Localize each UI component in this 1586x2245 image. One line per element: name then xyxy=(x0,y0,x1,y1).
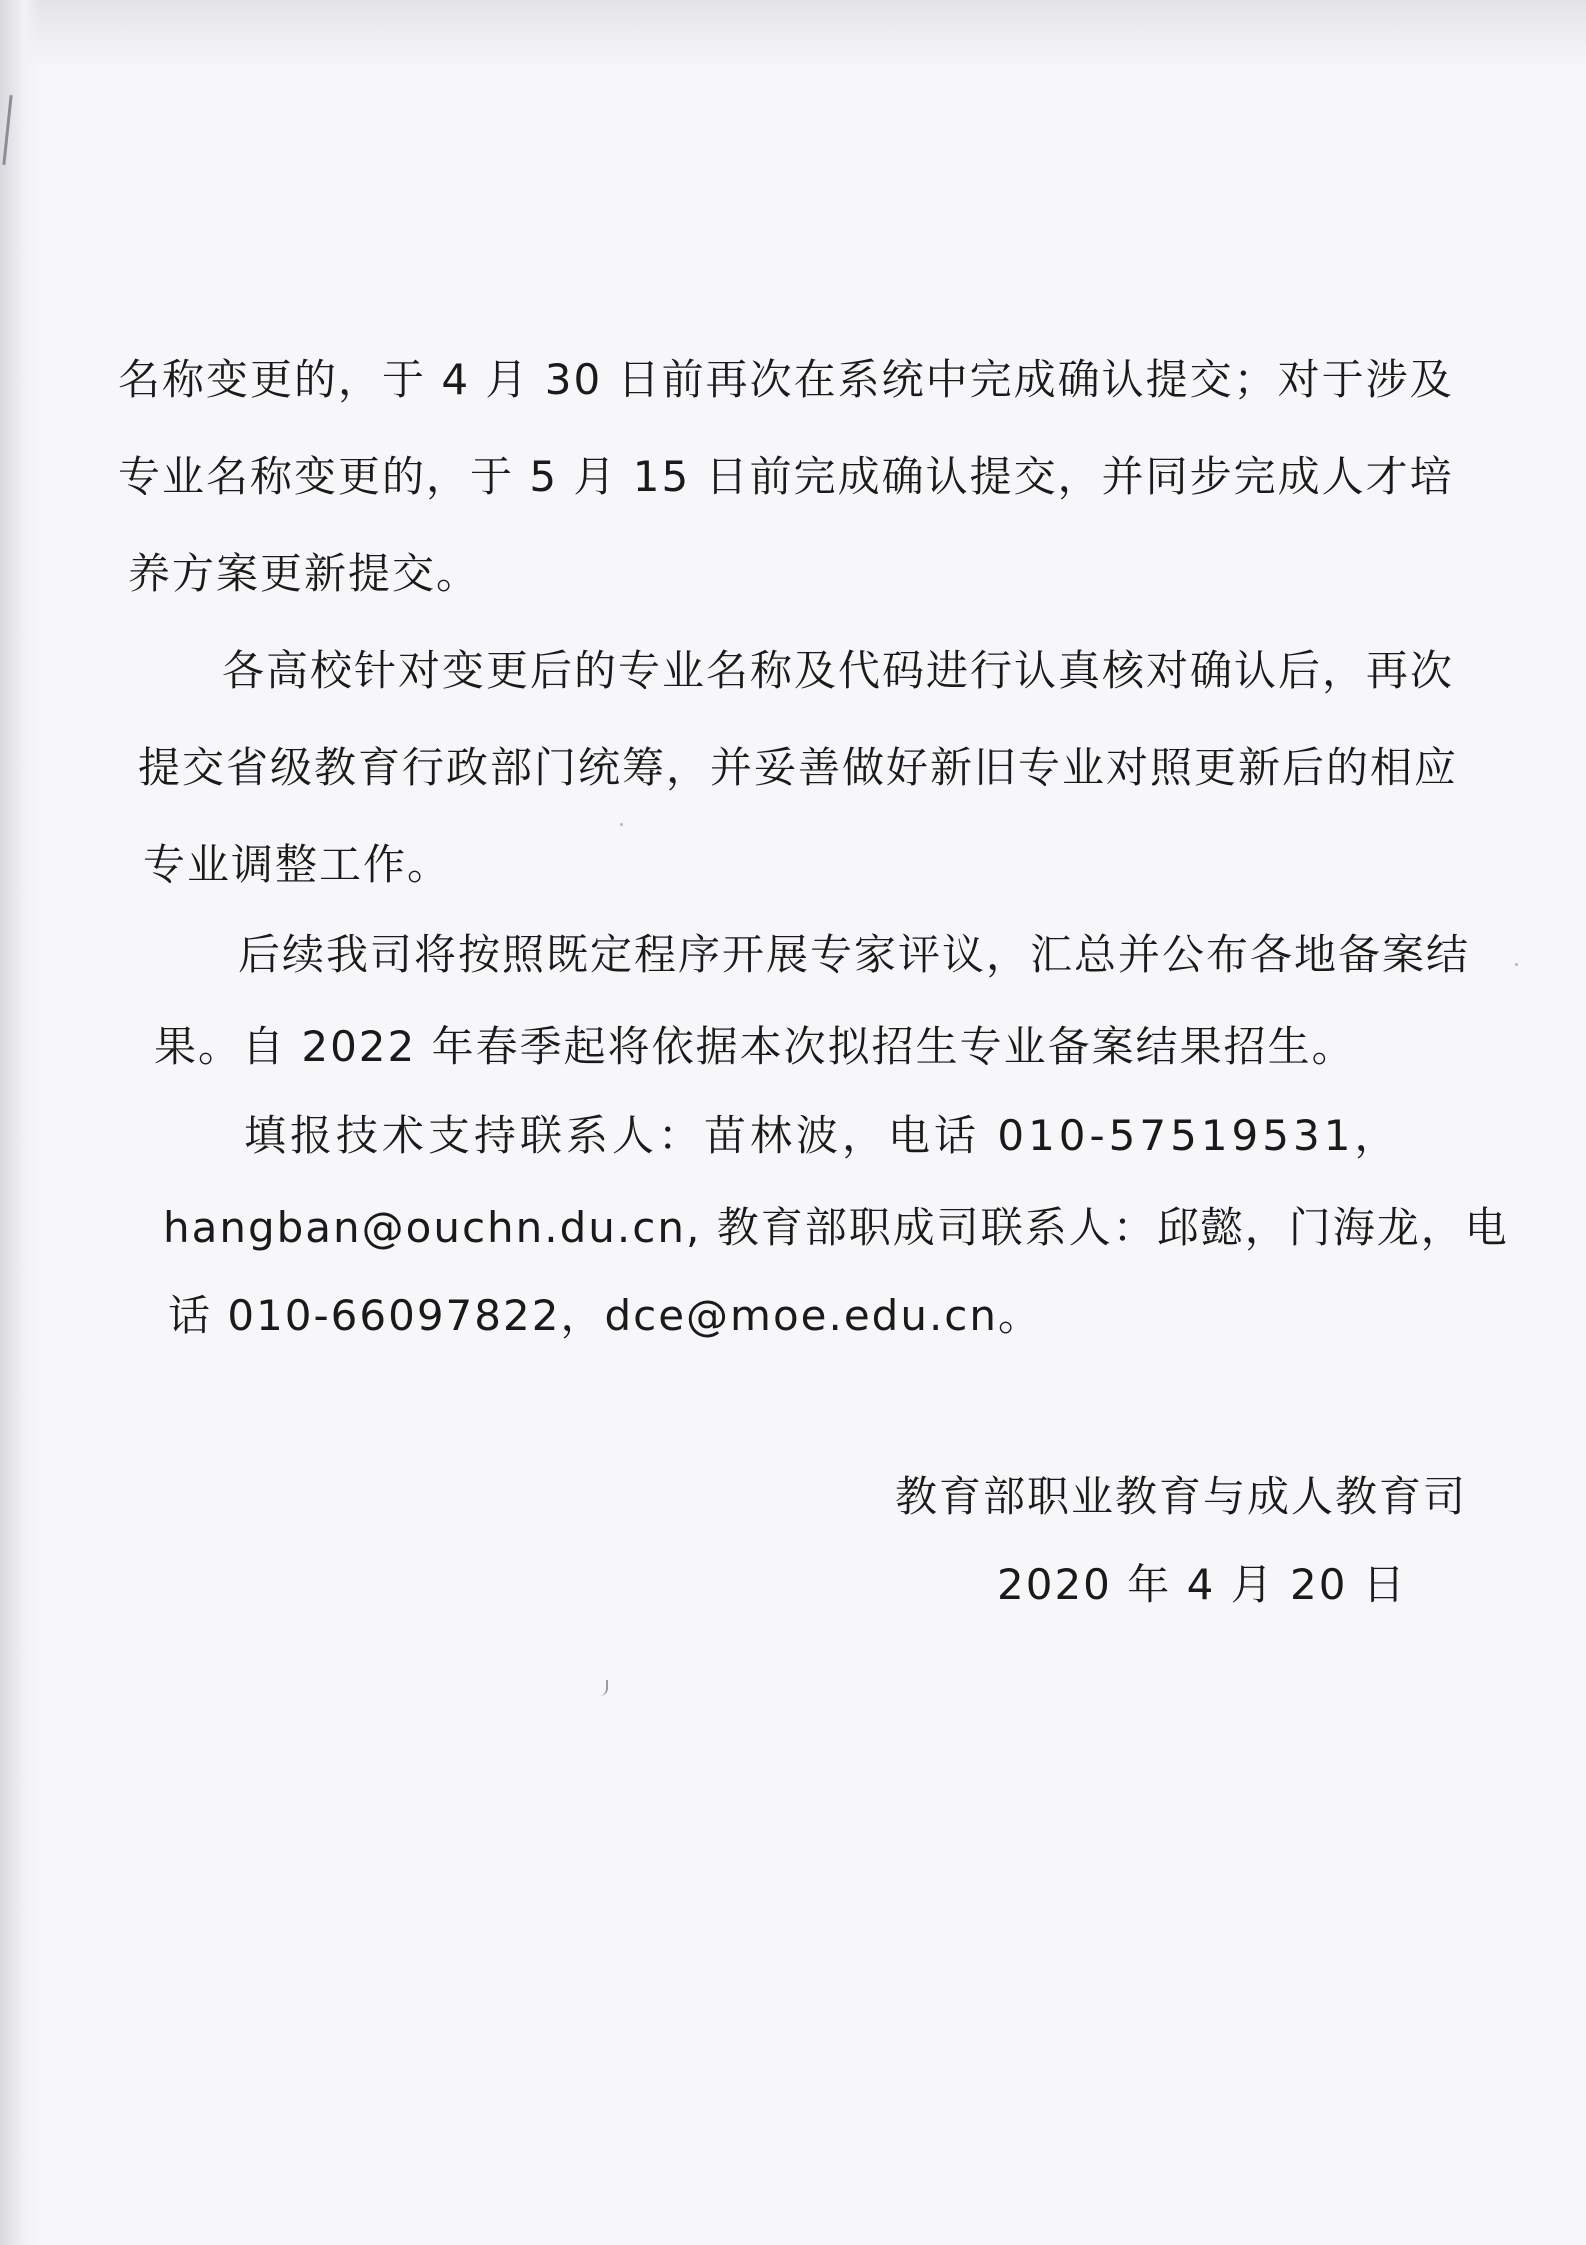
paragraph-line: 专业调整工作。 xyxy=(143,840,452,889)
scan-shadow-left xyxy=(0,0,40,2245)
paragraph-line: 后续我司将按照既定程序开展专家评议，汇总并公布各地备案结 xyxy=(238,930,1471,979)
paragraph-line: 话 010-66097822，dce@moe.edu.cn。 xyxy=(168,1291,1043,1340)
paragraph-line: 专业名称变更的，于 5 月 15 日前完成确认提交，并同步完成人才培 xyxy=(118,452,1454,501)
scan-speck xyxy=(620,823,623,826)
scan-speck xyxy=(1515,963,1518,966)
paragraph-line: hangban@ouchn.du.cn, 教育部职成司联系人：邱懿，门海龙，电 xyxy=(163,1203,1509,1252)
paragraph-line: 果。自 2022 年春季起将依据本次拟招生专业备案结果招生。 xyxy=(154,1022,1356,1071)
signature-date: 2020 年 4 月 20 日 xyxy=(997,1560,1407,1609)
paragraph-line: 各高校针对变更后的专业名称及代码进行认真核对确认后，再次 xyxy=(222,646,1455,695)
scan-mark xyxy=(598,1680,608,1696)
paragraph-line: 填报技术支持联系人：苗林波，电话 010-57519531， xyxy=(244,1111,1401,1160)
paragraph-line: 提交省级教育行政部门统筹，并妥善做好新旧专业对照更新后的相应 xyxy=(138,743,1459,792)
paragraph-line: 养方案更新提交。 xyxy=(128,549,481,598)
signature-organization: 教育部职业教育与成人教育司 xyxy=(895,1472,1468,1521)
scan-shadow-top xyxy=(0,0,1586,70)
paragraph-line: 名称变更的，于 4 月 30 日前再次在系统中完成确认提交；对于涉及 xyxy=(118,355,1454,404)
